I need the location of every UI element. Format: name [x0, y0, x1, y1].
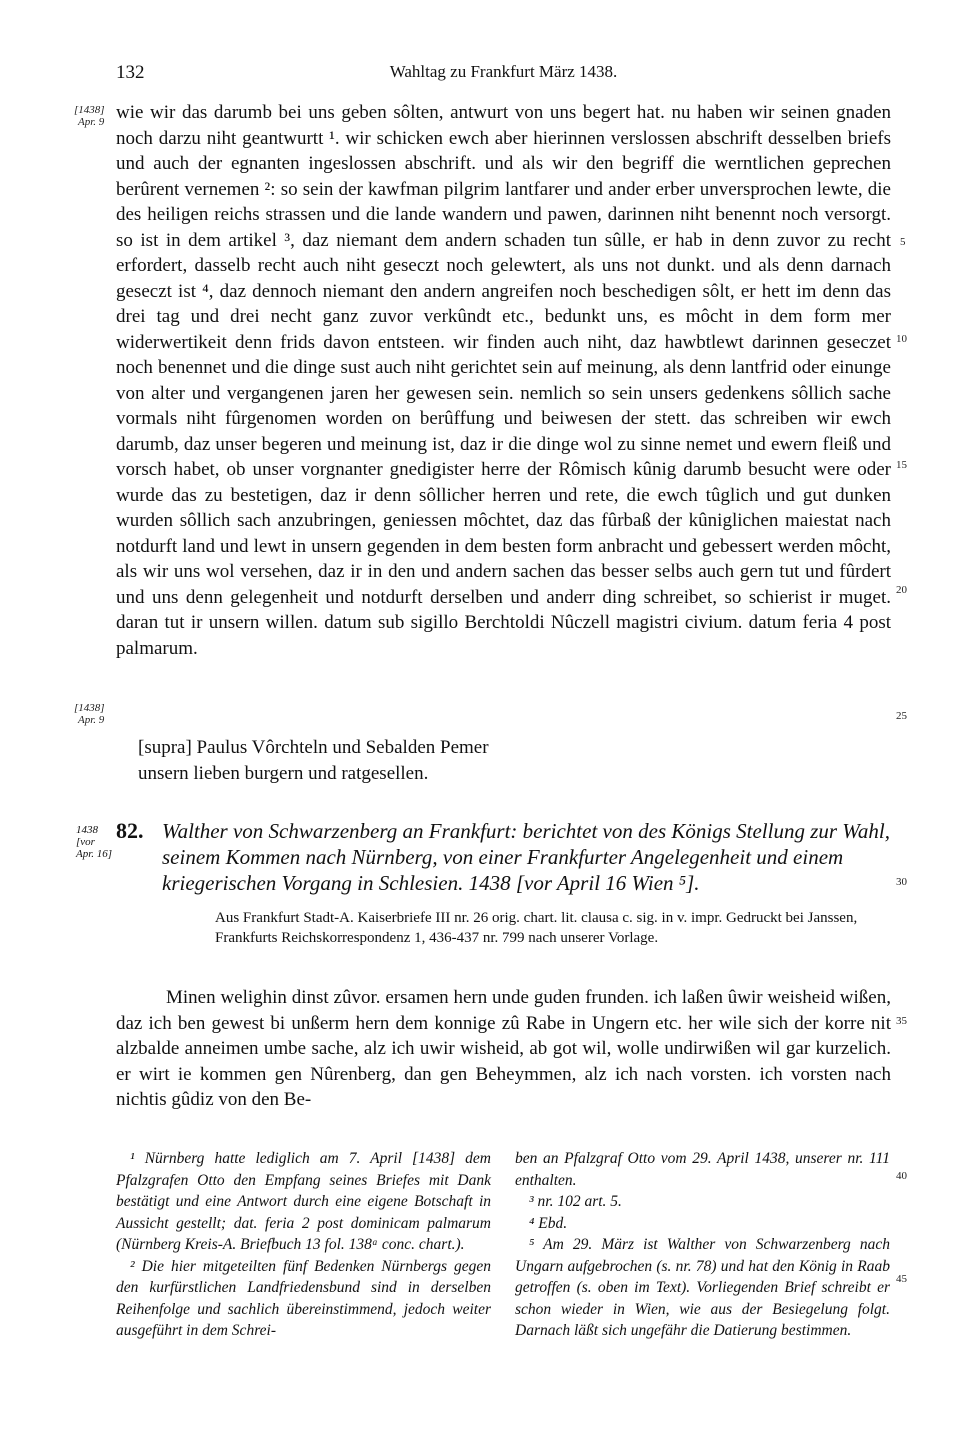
page-header	[116, 62, 891, 86]
body-paragraph: Minen welighin dinst zûvor. ersamen hern unde guden frunden. ich laßen ûwir weisheid wißen, daz ich ben gewest bi unßerm hern dem konnige zû Rabe in Ungern etc. her wile sich der korre nit alzbalde anneimen umbe sache, alz ich uwir wisheid, ab got wil, wolle undirwißen wil gar kurzelich. er wirt ie kommen gen Nûrenberg, dan gen Beheymmen, alz ich nach vorsten. ich vorsten nach nichtis gûdiz von den Be-	[116, 987, 891, 1110]
footnote-3: ³ nr. 102 art. 5.	[529, 1193, 622, 1210]
footnotes-right	[515, 1148, 890, 1342]
margin-date-top: [1438] Apr. 9	[74, 104, 105, 128]
line-number: 20	[896, 584, 907, 596]
running-title: Wahltag zu Frankfurt März 1438.	[389, 62, 618, 81]
letter-text: wie wir das darumb bei uns geben sôlten, antwurt von uns begert hat. nu haben wir seinen gnaden noch darzu niht geantwurtt ¹. wir schicken ewch aber hierinnen verslossen abschrift desselben briefs und auch der egnanten ingeslossen abschrift. und als wir den begriff die werntlichen geprechen berûrent vernemen ²: so sein der kawfman pilgrim lantfarer und ander erber unversprochen lewte, die des heiligen reichs strassen und die lande wandern und pawen, darinnen niht benennt noch versorgt. so ist in dem artikel ³, daz niemant dem andern schaden tun sûlle, er hab in denn zuvor zu recht erfordert, dasselb recht auch niht geseczt noch gelewtert, als uns not dunkt. und als denn darnach geseczt ist ⁴, daz dennoch niemant den andern angreifen noch beschedigen sôlt, er hett im denn das drei tag und drei necht ganz zuvor verkûndt etc., bedunkt uns, es môcht in dem form mer widerwertikeit denn frids davon entsteen. wir finden auch niht, daz hawbtlewt darinnen geseczet noch benennet und die dinge sust auch niht gerichtet sein auf meinung, als denn lantfrid oder einunge von alter und vergangenen jaren her gewesen sein. nemlich so sein unsers gedenkens sôllich sache vormals niht fûrgenomen worden on berûffung und beiwesen der stett. das schreiben wir ewch darumb, daz unser begeren und meinung ist, daz ir die dinge wol zu sinne nemet und ewern fleiß und vorsch habet, ob unser vorgnanter gnedigister herre der Rômisch kûnig darumb besucht were oder wurde das zu bestetigen, daz ir denn sôllicher herren und rete, die ewch tûglich und gut dunken wurden sôllich sach anzubringen, geniessen môchtet, daz das fûrbaß der kûniglichen maiestat nach notdurft land und lewt in unsern gegenden in dem besten form anbracht und gebessert werden môcht, als wir uns wol versehen, daz ir in den und andern sachen das besser selbs auch gern tut und fûrdert und uns denn gelegenheit und notdurft derselben und anderr ding schreibet, so schierist ir muget. daran tut ir unsern willen. datum sub sigillo Berchtoldi Nûczell magistri civium. datum feria 4 post palmarum.	[116, 102, 891, 659]
line-number: 5	[900, 236, 906, 248]
line-number: 15	[896, 459, 907, 471]
line-number: 40	[896, 1170, 907, 1182]
margin-date-bottom: [1438] Apr. 9	[74, 702, 105, 726]
footnote-2-continued: ben an Pfalzgraf Otto vom 29. April 1438, unserer nr. 111 enthalten.	[515, 1150, 890, 1189]
footnote-2: ² Die hier mitgeteilten fünf Bedenken Nürnbergs gegen den kurfürstlichen Landfriedensbund sind in derselben Reihenfolge und sachlich übereinstimmend, jedoch weiter ausgeführt in dem Schrei-	[116, 1257, 491, 1339]
page-number: 132	[116, 62, 145, 83]
footnote-5: ⁵ Am 29. März ist Walther von Schwarzenberg nach Ungarn aufgebrochen (s. nr. 78) und hat den König in Raab getroffen (s. oben im Text). Vorliegenden Brief schreibt er schon wieder in Wien, wie aus der Besiegelung folgt. Darnach läßt sich ungefähr die Datierung bestimmen.	[515, 1236, 890, 1339]
document-title: Walther von Schwarzenberg an Frankfurt: berichtet von des Königs Stellung zur Wahl, seinem Kommen nach Nürnberg, von einer Frankfurter Angelegenheit und einem kriegerischen Vorgang in Schlesien. 1438 [vor April 16 Wien ⁵].	[162, 819, 890, 895]
addressee	[138, 735, 878, 787]
line-number: 45	[896, 1273, 907, 1285]
line-number: 10	[896, 333, 907, 345]
addressee-line: [supra] Paulus Vôrchteln und Sebalden Pemer	[138, 737, 489, 758]
line-number: 25	[896, 710, 907, 722]
footnote-1: ¹ Nürnberg hatte lediglich am 7. April [1438] dem Pfalzgrafen Otto den Empfang seines Briefes mit Dank bestätigt und eine Antwort durch eine eigene Botschaft in Aussicht gestellt; dat. feria 2 post dominicam palmarum (Nürnberg Kreis-A. Briefbuch 13 fol. 138ᵃ conc. chart.).	[116, 1150, 491, 1253]
addressee-line: unsern lieben burgern und ratgesellen.	[138, 763, 429, 784]
line-number: 30	[896, 876, 907, 888]
line-number: 35	[896, 1015, 907, 1027]
document-number: 82.	[116, 818, 144, 843]
source-note: Aus Frankfurt Stadt-A. Kaiserbriefe III nr. 26 orig. chart. lit. clausa c. sig. in v. impr. Gedruckt bei Janssen, Frankfurts Reichskorrespondenz 1, 436-437 nr. 799 nach unserer Vorlage.	[215, 910, 858, 946]
document-margin-date: 1438 [vor Apr. 16]	[76, 824, 113, 860]
footnote-4: ⁴ Ebd.	[529, 1214, 568, 1232]
footnotes-left	[116, 1148, 491, 1342]
document-body	[116, 985, 891, 1113]
